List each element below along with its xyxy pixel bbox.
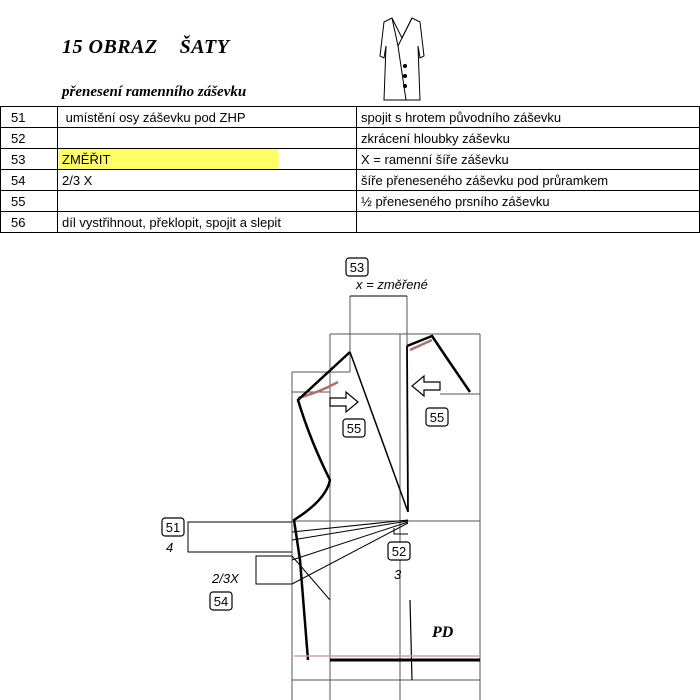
dress-illustration	[362, 16, 442, 102]
value-51: 4	[166, 540, 174, 555]
step-number: 52	[1, 128, 58, 149]
step-number: 53	[1, 149, 58, 170]
dart-right-leg	[407, 346, 408, 512]
step-right-text: spojit s hrotem původního záševku	[357, 107, 700, 128]
bracket-54	[256, 556, 292, 584]
label-54: 54	[213, 594, 229, 609]
step-number: 51	[1, 107, 58, 128]
value-52: 3	[394, 567, 402, 582]
text-2-3x: 2/3X	[212, 571, 239, 586]
bracket-51	[188, 522, 292, 552]
step-right-text: ½ přeneseného prsního záševku	[357, 191, 700, 212]
label-53: 53	[349, 260, 365, 275]
measure-text: x = změřené	[356, 277, 428, 292]
label-55-left: 55	[346, 421, 362, 436]
step-number: 55	[1, 191, 58, 212]
step-right-text: šíře přeneseného záševku pod průramkem	[357, 170, 700, 191]
step-right-text: X = ramenní šíře záševku	[357, 149, 700, 170]
pd-label: PD	[432, 624, 454, 641]
label-52: 52	[391, 544, 407, 559]
step-left-text	[58, 128, 357, 149]
label-51: 51	[165, 520, 181, 535]
steps-table	[0, 106, 700, 233]
step-row	[1, 107, 700, 128]
step-number: 56	[1, 212, 58, 233]
step-left-text: díl vystřihnout, překlopit, spojit a slepit	[58, 212, 357, 233]
label-55-right: 55	[429, 410, 445, 425]
step-number: 54	[1, 170, 58, 191]
step-left-text	[58, 191, 357, 212]
step-left-text: ZMĚŘIT	[58, 149, 357, 170]
page-subtitle: přenesení ramenního záševku	[62, 84, 247, 100]
step-row	[1, 170, 700, 191]
step-right-text	[357, 212, 700, 233]
page-title: 15 OBRAZ ŠATY	[62, 36, 230, 58]
step-row	[1, 128, 700, 149]
arrow-left-icon	[412, 376, 440, 396]
pattern-diagram	[0, 240, 700, 700]
step-left-text: 2/3 X	[58, 170, 357, 191]
step-row	[1, 191, 700, 212]
step-row	[1, 149, 700, 170]
arrow-right-icon	[330, 392, 358, 412]
step-left-text: umístění osy záševku pod ZHP	[58, 107, 357, 128]
step-right-text: zkrácení hloubky záševku	[357, 128, 700, 149]
step-row	[1, 212, 700, 233]
